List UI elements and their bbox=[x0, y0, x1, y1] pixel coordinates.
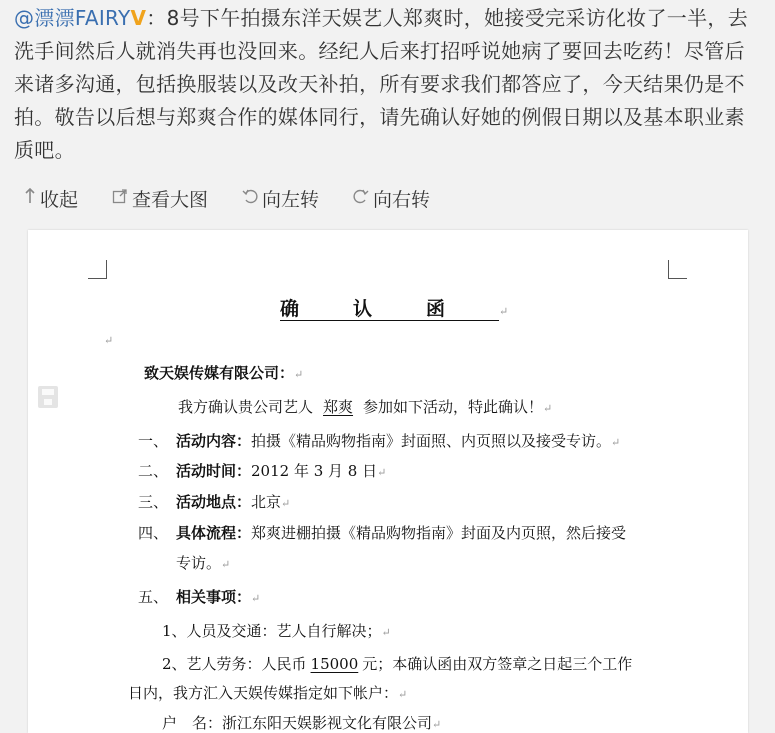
post-text bbox=[14, 2, 764, 167]
post-body: 8号下午拍摄东洋天娱艺人郑爽时，她接受完采访化妆了一半，去洗手间然后人就消失再也没回来。经纪人后来打招呼说她病了要回去吃药！尽管后来诸多沟通，包括换服装以及改天补拍，所有要求我们都答应了，今天结果仍是不拍。敬告以后想与郑爽合作的媒体同行，请先确认好她的例假日期以及基本职业素质吧。 bbox=[14, 6, 749, 162]
account-name-line: 户 名：浙江东阳天娱影视文化有限公司↵ bbox=[162, 714, 442, 732]
save-icon bbox=[38, 386, 58, 408]
recipient-line: 致天娱传媒有限公司：↵ bbox=[144, 364, 304, 382]
page-corner-mark bbox=[88, 260, 107, 279]
item-content: 一、 活动内容：拍摄《精品购物指南》封面照、内页照以及接受专访。↵ bbox=[138, 432, 621, 450]
item-time: 二、 活动时间：2012 年 3 月 8 日↵ bbox=[138, 462, 387, 480]
item-location: 三、 活动地点：北京↵ bbox=[138, 493, 291, 511]
item-process: 四、 具体流程：郑爽进棚拍摄《精品购物指南》封面及内页照，然后接受 bbox=[138, 524, 627, 542]
post-separator: ： bbox=[146, 6, 167, 30]
fee-amount: 15000 bbox=[310, 655, 359, 673]
collapse-label: 收起 bbox=[40, 188, 79, 211]
intro-line: 我方确认贵公司艺人 郑爽 参加如下活动，特此确认！↵ bbox=[178, 398, 553, 416]
collapse-button[interactable] bbox=[24, 185, 78, 212]
collapse-arrow-icon bbox=[24, 187, 36, 209]
page-corner-mark bbox=[668, 260, 687, 279]
rotate-right-button[interactable] bbox=[353, 185, 430, 212]
paragraph-mark: ↵ bbox=[499, 305, 509, 318]
item-matters: 五、 相关事项：↵ bbox=[138, 588, 261, 606]
document-title: 确认函↵ bbox=[280, 298, 509, 320]
document-image[interactable] bbox=[28, 230, 748, 733]
rotate-right-label: 向右转 bbox=[373, 188, 431, 211]
vip-badge-icon: V bbox=[130, 6, 147, 30]
sub-item-fee: 2、艺人劳务：人民币 15000 元；本确认函由双方签章之日起三个工作 bbox=[162, 655, 633, 673]
sub-item-fee-cont: 日内，我方汇入天娱传媒指定如下帐户：↵ bbox=[128, 684, 408, 702]
sub-item-transport: 1、人员及交通：艺人自行解决；↵ bbox=[162, 622, 391, 640]
view-large-label: 查看大图 bbox=[132, 188, 209, 211]
view-large-icon bbox=[112, 188, 128, 208]
item-process-cont: 专访。↵ bbox=[176, 554, 231, 572]
paragraph-mark: ↵ bbox=[104, 334, 114, 347]
rotate-left-icon bbox=[242, 188, 258, 208]
image-toolbar bbox=[24, 183, 464, 213]
view-large-button[interactable] bbox=[112, 185, 208, 212]
rotate-left-button[interactable] bbox=[242, 185, 319, 212]
author-link[interactable]: @漂漂FAIRY bbox=[14, 6, 131, 30]
rotate-right-icon bbox=[353, 188, 369, 208]
artist-name: 郑爽 bbox=[323, 398, 354, 416]
rotate-left-label: 向左转 bbox=[262, 188, 320, 211]
